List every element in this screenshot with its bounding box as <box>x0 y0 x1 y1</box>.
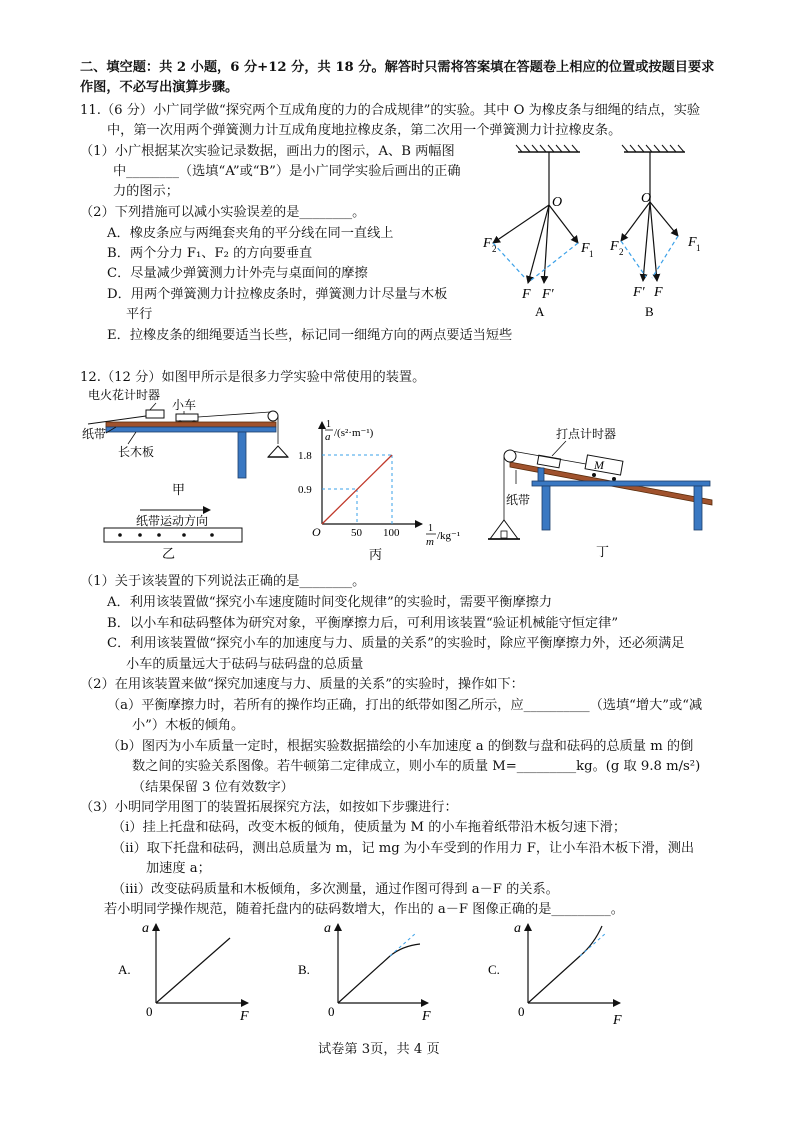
figa-label-fprime: F′ <box>542 287 554 302</box>
af-graph-options <box>110 916 630 1028</box>
figb-label-f2-sub: 2 <box>619 247 624 257</box>
section-heading-line2: 作图，不必写出演算步骤。 <box>80 80 239 95</box>
graph-a-option: A. <box>118 962 131 977</box>
figb-label-f2: F <box>610 239 619 254</box>
q11-stem-line1: 11.（6 分）小广同学做“探究两个互成角度的力的合成规律”的实验。其中 O 为橡皮条与细绳的结点，实验 <box>80 103 701 118</box>
af-graph-a <box>118 921 249 1024</box>
q11-part1-line1: （1）小广根据某次实验记录数据，画出力的图示，A、B 两幅图 <box>80 144 455 159</box>
q12-part2-b-line2: 数之间的实验关系图像。若牛顿第二定律成立，则小车的质量 M=_________kg。(g 取 9.8 m/s²) <box>132 759 701 774</box>
bing-ylabel-den: a <box>325 431 331 443</box>
ding-caption: 丁 <box>596 544 610 559</box>
graph-b-option: B. <box>298 962 310 977</box>
figure-b <box>609 145 701 319</box>
section-heading-line1: 二、填空题：共 2 小题，6 分+12 分，共 18 分。解答时只需将答案填在答题卷上相应的位置或按题目要求 <box>80 60 715 75</box>
bing-caption: 丙 <box>369 547 383 562</box>
graph-c-origin: 0 <box>518 1004 525 1019</box>
jia-timer-label: 电火花计时器 <box>88 388 161 402</box>
q11-part2-stem: （2）下列措施可以减小实验误差的是________。 <box>80 205 366 220</box>
q12-part3-step-ii-line2: 加速度 a； <box>146 861 211 876</box>
q11-stem-line2: 中，第一次用两个弹簧测力计互成角度地拉橡皮条，第二次用一个弹簧测力计拉橡皮条。 <box>107 123 622 138</box>
figb-label-f: F <box>654 285 663 300</box>
graph-b-curve <box>338 944 420 1003</box>
jia-board-label: 长木板 <box>118 445 155 459</box>
q12-part1-stem: （1）关于该装置的下列说法正确的是________。 <box>80 574 366 589</box>
yi-direction-label: 纸带运动方向 <box>136 514 209 528</box>
q12-part3-step-ii-line1: （ii）取下托盘和砝码，测出总质量为 m，记 mg 为小车受到的作用力 F，让小车沿木板下滑，测出 <box>112 841 695 856</box>
q12-part1-option-c-line2: 小车的质量远大于砝码与砝码盘的总质量 <box>126 657 364 672</box>
graph-b-y-label: a <box>324 921 331 936</box>
q12-part3-step-i: （i）挂上托盘和砝码，改变木板的倾角，使质量为 M 的小车拖着纸带沿木板匀速下滑； <box>112 820 627 835</box>
q11-force-diagrams <box>470 140 730 322</box>
fig-yi-tape <box>96 500 246 560</box>
af-graph-c <box>488 921 622 1028</box>
bing-y-tick-0-9: 0.9 <box>298 484 312 496</box>
bing-xlabel-num: 1 <box>428 523 433 534</box>
bing-origin: O <box>312 525 321 539</box>
figa-label-f2: F <box>483 236 492 251</box>
q11-option-d-line1: D．用两个弹簧测力计拉橡皮条时，弹簧测力计尽量与木板 <box>107 287 448 302</box>
yi-caption: 乙 <box>162 546 176 560</box>
figb-label-o: O <box>641 191 652 206</box>
ding-cart-m: M <box>594 458 604 472</box>
graph-a-origin: 0 <box>146 1004 153 1019</box>
figa-label-f1: F <box>581 241 590 256</box>
bing-x-tick-100: 100 <box>383 527 400 539</box>
graph-c-x-label: F <box>613 1013 622 1028</box>
q12-part1-option-b: B．以小车和砝码整体为研究对象，平衡摩擦力后，可利用该装置“验证机械能守恒定律” <box>107 616 619 631</box>
q12-part2-a-line1: （a）平衡摩擦力时，若所有的操作均正确，打出的纸带如图乙所示，应__________（选填“增大”或“减 <box>107 698 703 713</box>
graph-b-origin: 0 <box>328 1004 335 1019</box>
jia-cart-label: 小车 <box>172 398 197 412</box>
af-graph-b <box>298 921 431 1024</box>
fig-ding-apparatus <box>482 424 722 564</box>
figa-label-f1-sub: 1 <box>589 249 594 259</box>
q12-part1-option-c-line1: C．利用该装置做“探究小车的加速度与力、质量的关系”的实验时，除应平衡摩擦力外，还必须满足 <box>107 636 685 651</box>
graph-a-line <box>156 938 230 1003</box>
bing-xlabel-unit: /kg⁻¹ <box>437 530 461 542</box>
q11-option-c: C．尽量减少弹簧测力计外壳与桌面间的摩擦 <box>107 266 368 281</box>
q12-part3-step-iii: （iii）改变砝码质量和木板倾角，多次测量，通过作图可得到 a－F 的关系。 <box>112 882 559 897</box>
figb-label-fprime: F′ <box>633 285 645 300</box>
graph-c-y-label: a <box>514 921 521 936</box>
q12-part2-b-line1: （b）图丙为小车质量一定时，根据实验数据描绘的小车加速度 a 的倒数与盘和砝码的总质量 m 的倒 <box>107 739 694 754</box>
bing-x-tick-50: 50 <box>351 527 362 539</box>
q11-part1-line3: 力的图示； <box>113 184 179 199</box>
q12-stem: 12.（12 分）如图甲所示是很多力学实验中常使用的装置。 <box>80 370 426 385</box>
page-footer: 试卷第 3页，共 4 页 <box>318 1042 440 1057</box>
q12-part3-stem: （3）小明同学用图丁的装置拓展探究方法，如按如下步骤进行： <box>80 800 458 815</box>
q11-option-b: B．两个分力 F₁、F₂ 的方向要垂直 <box>107 246 313 261</box>
graph-a-y-label: a <box>142 921 149 936</box>
fig-bing-graph <box>296 414 476 562</box>
q11-part1-line2: 中________（选填“A”或“B”）是小广同学实验后画出的正确 <box>113 164 461 179</box>
q12-part1-option-a: A．利用该装置做“探究小车速度随时间变化规律”的实验时，需要平衡摩擦力 <box>107 595 553 610</box>
q11-option-e: E．拉橡皮条的细绳要适当长些，标记同一细绳方向的两点要适当短些 <box>107 328 513 343</box>
figure-a <box>482 145 594 319</box>
jia-caption: 甲 <box>172 482 186 497</box>
q12-part2-stem: （2）在用该装置来做“探究加速度与力、质量的关系”的实验时，操作如下： <box>80 677 524 692</box>
bing-ylabel-unit: /(s²·m⁻¹) <box>334 427 374 439</box>
jia-tape-label: 纸带 <box>82 427 107 441</box>
ding-timer-label: 打点计时器 <box>556 427 617 441</box>
figa-caption: A <box>535 304 545 319</box>
graph-b-x-label: F <box>422 1009 431 1024</box>
fig-jia-apparatus <box>80 386 300 506</box>
figa-label-f2-sub: 2 <box>492 244 497 254</box>
figb-caption: B <box>645 304 654 319</box>
figb-label-f1-sub: 1 <box>696 243 701 253</box>
q11-option-d-line2: 平行 <box>126 307 153 322</box>
q12-part2-b-line3: （结果保留 3 位有效数字） <box>132 780 294 795</box>
q11-option-a: A．橡皮条应与两绳套夹角的平分线在同一直线上 <box>107 226 394 241</box>
graph-c-curve <box>528 926 602 1003</box>
bing-ylabel-num: 1 <box>326 419 331 430</box>
figa-label-f: F <box>522 287 531 302</box>
bing-y-tick-1-8: 1.8 <box>298 450 312 462</box>
figb-label-f1: F <box>688 235 697 250</box>
graph-c-option: C. <box>488 962 500 977</box>
figa-label-o: O <box>552 195 563 210</box>
q12-part2-a-line2: 小”）木板的倾角。 <box>132 718 245 733</box>
graph-a-x-label: F <box>240 1009 249 1024</box>
bing-xlabel-den: m <box>426 536 434 548</box>
ding-tape-label: 纸带 <box>506 493 531 507</box>
q12-part3-question: 若小明同学操作规范，随着托盘内的砝码数增大，作出的 a－F 图像正确的是_________。 <box>104 902 624 917</box>
